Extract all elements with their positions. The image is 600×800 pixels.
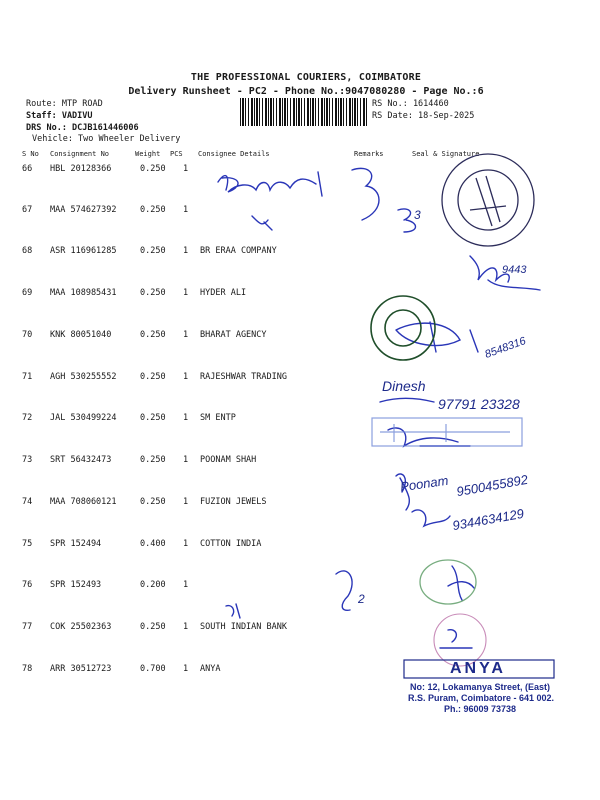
row-consignment: MAA 708060121 xyxy=(50,497,117,507)
row-sno: 78 xyxy=(22,664,33,674)
signature-71-line xyxy=(380,398,434,402)
company-title: THE PROFESSIONAL COURIERS, COIMBATORE xyxy=(190,72,422,83)
row-consignment: SRT 56432473 xyxy=(50,455,112,465)
anya-stamp-address-2: R.S. Puram, Coimbatore - 641 002. xyxy=(408,693,555,703)
row-consignee: HYDER ALI xyxy=(200,288,247,298)
row-sno: 76 xyxy=(22,580,33,590)
remark-mark-67 xyxy=(398,209,416,232)
handwritten-phone-73: 9500455892 xyxy=(455,471,530,500)
row-consignee: SOUTH INDIAN BANK xyxy=(200,622,287,632)
col-pcs: PCS xyxy=(170,150,183,158)
row-consignment: SPR 152494 xyxy=(50,539,102,549)
remark-mark-76 xyxy=(336,571,352,610)
col-weight: Weight xyxy=(135,150,161,158)
row-sno: 71 xyxy=(22,372,33,382)
rs-date: RS Date: 18-Sep-2025 xyxy=(372,111,475,121)
handwritten-phone-70: 8548316 xyxy=(483,335,528,361)
row-sno: 68 xyxy=(22,246,33,256)
row-pcs: 1 xyxy=(183,664,189,674)
pink-round-stamp xyxy=(434,614,486,666)
row-sno: 72 xyxy=(22,413,33,423)
anya-stamp-phone: Ph.: 96009 73738 xyxy=(444,704,517,714)
row-consignee: BR ERAA COMPANY xyxy=(200,246,277,256)
row-sno: 74 xyxy=(22,497,33,507)
row-pcs: 1 xyxy=(183,330,189,340)
row-consignment: MAA 108985431 xyxy=(50,288,117,298)
row-pcs: 1 xyxy=(183,164,189,174)
row-consignee: RAJESHWAR TRADING xyxy=(200,372,287,382)
signature-scrawl-67 xyxy=(252,216,272,230)
signature-72 xyxy=(388,428,470,446)
col-sno: S No xyxy=(22,150,39,158)
handwritten-name-71: Dinesh xyxy=(382,378,426,394)
row-weight: 0.250 xyxy=(140,497,166,507)
row-sno: 77 xyxy=(22,622,33,632)
row-pcs: 1 xyxy=(183,372,189,382)
handwritten-name-73: Poonam xyxy=(399,472,450,495)
row-weight: 0.250 xyxy=(140,413,166,423)
row-sno: 69 xyxy=(22,288,33,298)
green-faded-stamp xyxy=(420,560,476,604)
row-pcs: 1 xyxy=(183,413,189,423)
row-weight: 0.400 xyxy=(140,539,166,549)
row-consignment: COK 25502363 xyxy=(50,622,112,632)
row-sno: 67 xyxy=(22,205,33,215)
blue-faded-stamp xyxy=(372,418,522,446)
anya-stamp-name: ANYA xyxy=(450,660,506,677)
vehicle-label: Vehicle: Two Wheeler Delivery xyxy=(32,134,181,144)
row-consignee: FUZION JEWELS xyxy=(200,497,267,507)
signature-scrawl-66 xyxy=(218,172,322,196)
row-consignment: HBL 20128366 xyxy=(50,164,112,174)
row-pcs: 1 xyxy=(183,580,189,590)
row-consignment: MAA 574627392 xyxy=(50,205,117,215)
row-pcs: 1 xyxy=(183,288,189,298)
row-pcs: 1 xyxy=(183,205,189,215)
row-sno: 70 xyxy=(22,330,33,340)
row-weight: 0.250 xyxy=(140,246,166,256)
handwritten-phone-71: 97791 23328 xyxy=(438,396,520,412)
col-remarks: Remarks xyxy=(354,150,384,158)
row-consignee: ANYA xyxy=(200,664,221,674)
row-consignment: AGH 530255552 xyxy=(50,372,117,382)
signature-row-76-mark xyxy=(226,604,240,618)
signature-74 xyxy=(412,510,450,526)
row-pcs: 1 xyxy=(183,246,189,256)
green-round-stamp xyxy=(371,296,435,360)
row-consignee: BHARAT AGENCY xyxy=(200,330,267,340)
row-sno: 73 xyxy=(22,455,33,465)
row-consignment: ASR 116961285 xyxy=(50,246,117,256)
row-weight: 0.250 xyxy=(140,205,166,215)
remark-mark-66 xyxy=(352,168,379,220)
col-seal: Seal & Signature xyxy=(412,150,480,158)
row-consignee: COTTON INDIA xyxy=(200,539,262,549)
drs-number: DRS No.: DCJB161446006 xyxy=(26,123,139,133)
row-consignment: JAL 530499224 xyxy=(50,413,117,423)
row-pcs: 1 xyxy=(183,497,189,507)
signature-77 xyxy=(440,630,472,648)
signature-70 xyxy=(396,322,478,352)
row-consignment: KNK 80051040 xyxy=(50,330,112,340)
col-consignee: Consignee Details xyxy=(198,150,270,158)
handwritten-phone-74: 9344634129 xyxy=(451,505,526,534)
handwritten-phone-69: 9443 xyxy=(502,264,527,276)
handwritten-remark-67: 3 xyxy=(414,208,421,222)
staff-label: Staff: VADIVU xyxy=(26,111,93,121)
route-label: Route: MTP ROAD xyxy=(26,99,103,109)
row-weight: 0.700 xyxy=(140,664,166,674)
bagri-round-stamp xyxy=(442,154,534,246)
row-consignee: POONAM SHAH xyxy=(200,455,257,465)
row-consignment: ARR 30512723 xyxy=(50,664,112,674)
row-consignee: SM ENTP xyxy=(200,413,236,423)
row-sno: 66 xyxy=(22,164,33,174)
anya-stamp-address-1: No: 12, Lokamanya Street, (East) xyxy=(410,682,551,692)
rs-number: RS No.: 1614460 xyxy=(372,99,449,109)
row-consignment: SPR 152493 xyxy=(50,580,102,590)
row-pcs: 1 xyxy=(183,455,189,465)
row-weight: 0.250 xyxy=(140,330,166,340)
runsheet-subtitle: Delivery Runsheet - PC2 - Phone No.:9047080280 - Page No.:6 xyxy=(128,86,484,97)
row-weight: 0.250 xyxy=(140,622,166,632)
row-pcs: 1 xyxy=(183,622,189,632)
row-weight: 0.250 xyxy=(140,164,166,174)
row-weight: 0.250 xyxy=(140,455,166,465)
col-consignment: Consignment No xyxy=(50,150,110,158)
row-weight: 0.250 xyxy=(140,372,166,382)
row-pcs: 1 xyxy=(183,539,189,549)
handwritten-remark-76: 2 xyxy=(358,592,365,606)
row-weight: 0.200 xyxy=(140,580,166,590)
row-weight: 0.250 xyxy=(140,288,166,298)
row-sno: 75 xyxy=(22,539,33,549)
